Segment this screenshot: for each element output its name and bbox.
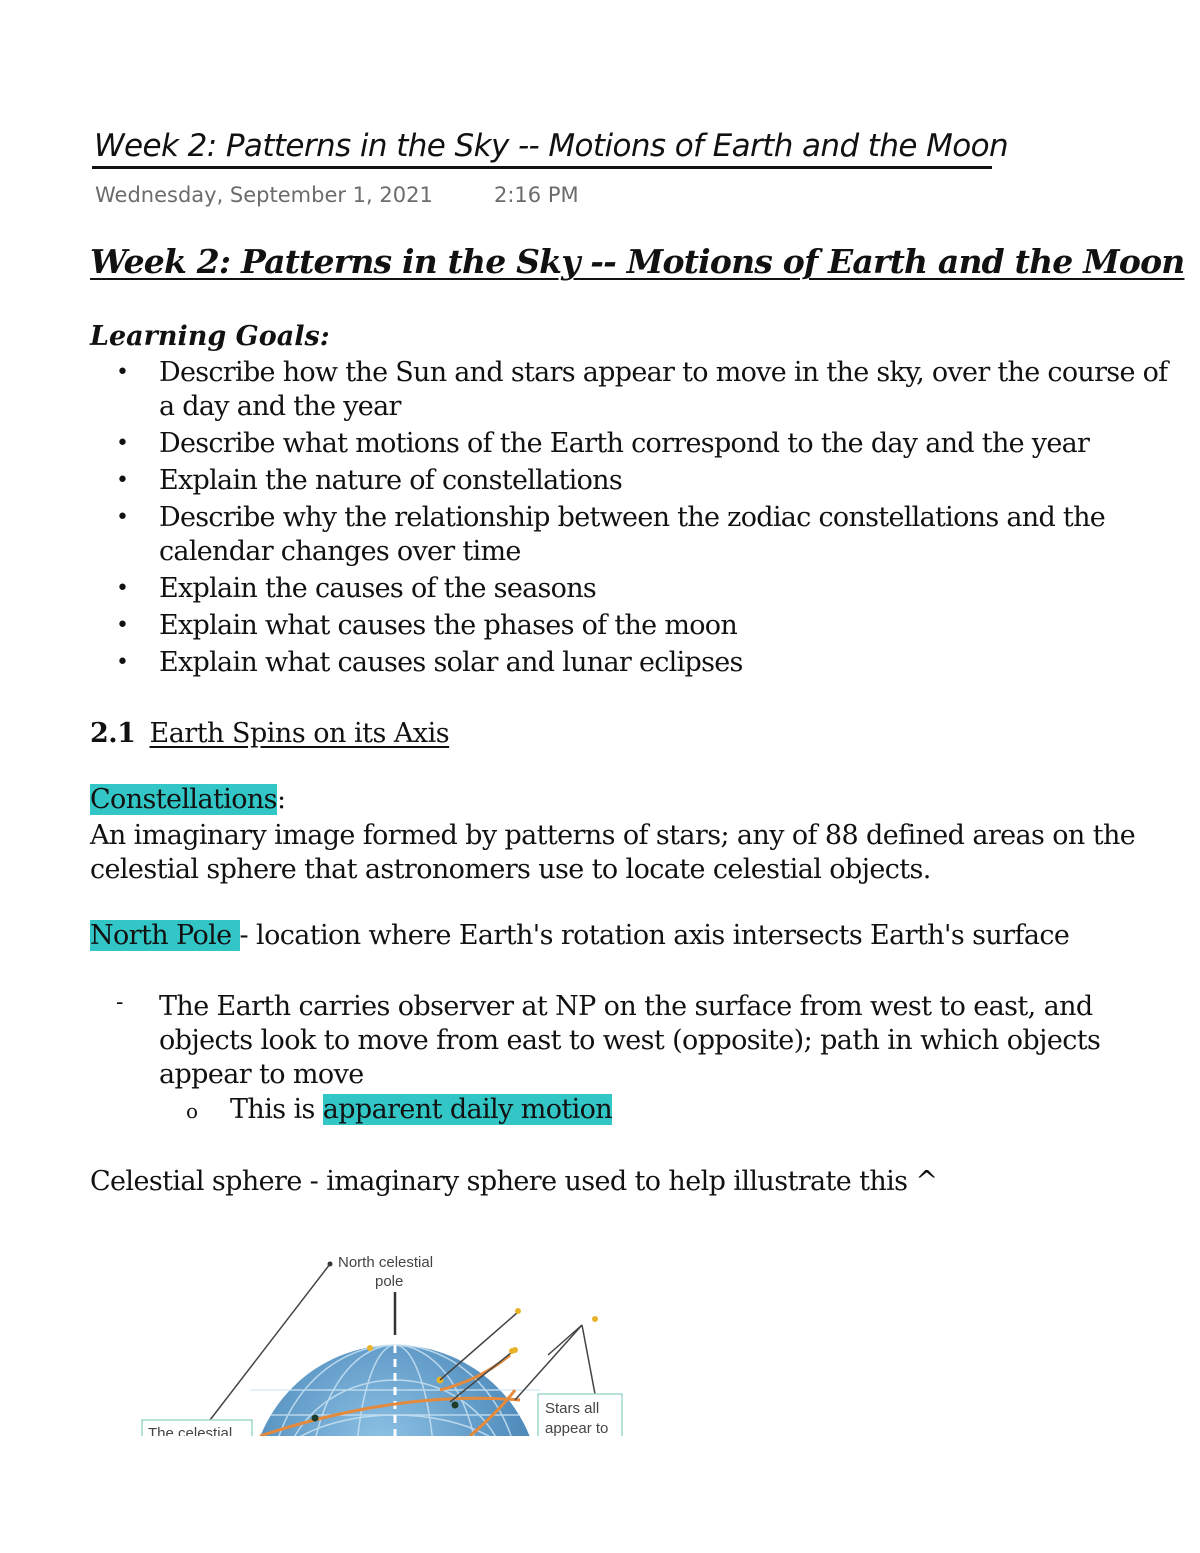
- leader-line: [582, 1325, 595, 1394]
- sub-list-item: o This is apparent daily motion: [186, 1094, 613, 1125]
- circle-bullet-icon: o: [186, 1099, 198, 1123]
- star: [515, 1308, 521, 1314]
- bullet-icon: •: [116, 468, 129, 493]
- constellations-definition: An imaginary image formed by patterns of stars; any of 88 defined areas on the celestial sphere that astronomers use to locate celestial objects.: [90, 820, 1136, 885]
- section-heading: [90, 718, 449, 749]
- north-pole-definition: - location where Earth's rotation axis intersects Earth's surface: [239, 920, 1070, 951]
- observer-motion-note: The Earth carries observer at NP on the surface from west to east, and objects look to move from east to west (opposite); path in which objects appear to move: [159, 991, 1101, 1090]
- dash-bullet: -: [116, 990, 124, 1015]
- highlight-north-pole: North Pole: [90, 920, 240, 951]
- north-pole-line: [90, 920, 1069, 951]
- title-underline: [92, 166, 992, 169]
- star: [452, 1402, 459, 1409]
- star: [312, 1415, 319, 1422]
- celestial-sphere-illustration: [140, 1240, 640, 1436]
- right-label-line2: appear to: [545, 1420, 609, 1436]
- leader-line: [440, 1312, 518, 1380]
- constellations-term-line: Constellations:: [90, 784, 286, 815]
- section-number: 2.1: [90, 718, 136, 749]
- learning-goals-list: [116, 356, 1176, 683]
- list-item: • Describe why the relationship between the zodiac constellations and the calendar changes over time: [116, 502, 1106, 567]
- dash-list-item: [116, 990, 1166, 1092]
- list-item: • Describe how the Sun and stars appear to move in the sky, over the course of a day and the year: [116, 357, 1168, 422]
- list-item: • Explain what causes the phases of the moon: [116, 610, 738, 641]
- celestial-sphere-line: Celestial sphere - imaginary sphere used to help illustrate this ^: [90, 1166, 938, 1197]
- page-title: Week 2: Patterns in the Sky -- Motions of Earth and the Moon: [94, 128, 1009, 164]
- bullet-icon: •: [116, 613, 129, 638]
- list-item: • Explain what causes solar and lunar eclipses: [116, 647, 743, 678]
- bullet-icon: •: [116, 650, 129, 675]
- highlight-constellations: Constellations: [90, 784, 277, 815]
- list-item: • Explain the causes of the seasons: [116, 573, 597, 604]
- list-item: • Describe what motions of the Earth correspond to the day and the year: [116, 428, 1090, 459]
- highlight-apparent-daily-motion: apparent daily motion: [322, 1094, 613, 1125]
- pole-label-line1: North celestial: [338, 1254, 434, 1271]
- bullet-icon: •: [116, 360, 129, 385]
- right-label-line1: Stars all: [545, 1400, 600, 1417]
- list-item: • Explain the nature of constellations: [116, 465, 622, 496]
- star: [367, 1345, 373, 1351]
- leader-line: [515, 1325, 582, 1400]
- bullet-icon: •: [116, 505, 129, 530]
- star: [509, 1348, 515, 1354]
- learning-goals-label: Learning Goals:: [90, 321, 330, 352]
- celestial-sphere-figure: [140, 1240, 640, 1436]
- note-date: Wednesday, September 1, 2021: [95, 183, 433, 207]
- leader-line: [548, 1325, 582, 1355]
- bullet-icon: •: [116, 576, 129, 601]
- note-time: 2:16 PM: [494, 183, 579, 207]
- bullet-icon: •: [116, 431, 129, 456]
- left-label-text: The celestial: [148, 1425, 233, 1436]
- section-title: Earth Spins on its Axis: [149, 718, 450, 749]
- pole-label-line2: pole: [375, 1273, 404, 1290]
- document-heading: Week 2: Patterns in the Sky -- Motions of Earth and the Moon: [90, 242, 1185, 281]
- star: [592, 1316, 598, 1322]
